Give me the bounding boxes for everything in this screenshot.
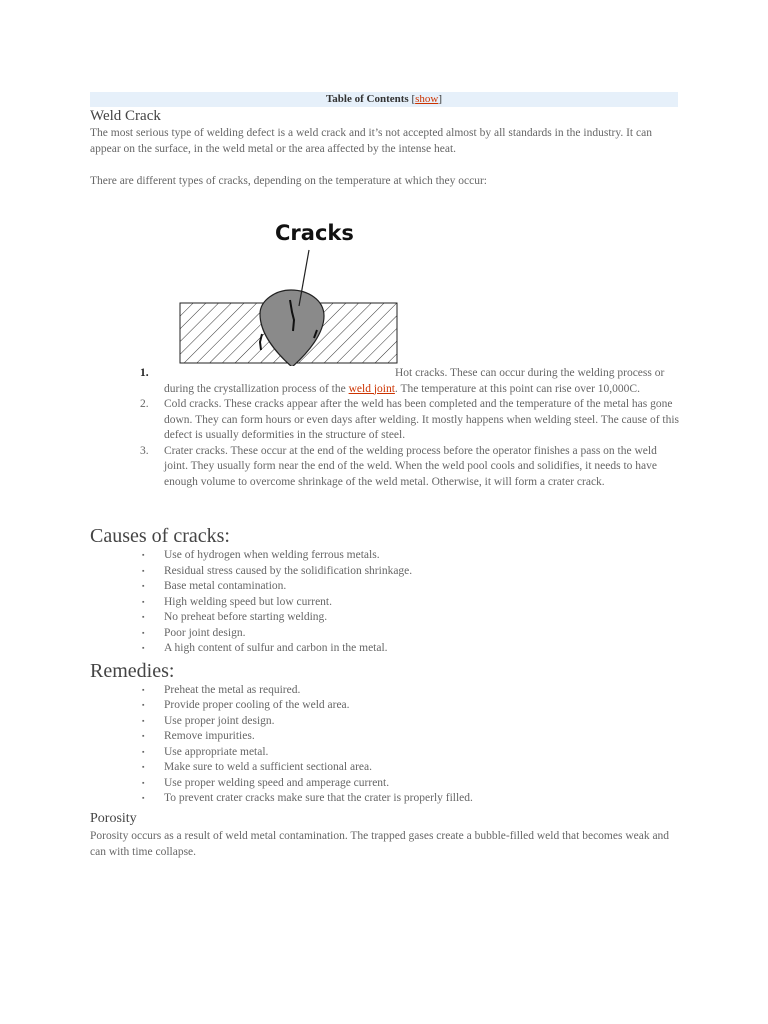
- list-item: 3. Crater cracks. These occur at the end of the welding process before the operator finishes a pass on the weld joint. They usually form near the end of the weld. When the weld pool cools and solidifies, it needs to have enough volume to overcome shrinkage of the weld metal. Otherwise, it will form a crater crack.: [140, 444, 658, 488]
- remedies-heading: Remedies:: [90, 659, 175, 682]
- bullet-icon: ▪: [142, 794, 145, 802]
- list-item: ▪ Use proper joint design.: [90, 714, 680, 730]
- list-item: ▪ Use appropriate metal.: [90, 745, 680, 761]
- list-item: ▪ Preheat the metal as required.: [90, 683, 680, 699]
- list-item: ▪ No preheat before starting welding.: [90, 610, 680, 626]
- crack-types-intro: There are different types of cracks, depending on the temperature at which they occur:: [90, 175, 488, 187]
- causes-heading: Causes of cracks:: [90, 525, 230, 547]
- bullet-icon: ▪: [142, 582, 145, 590]
- bullet-icon: ▪: [142, 551, 145, 559]
- bullet-icon: ▪: [142, 763, 145, 771]
- bullet-icon: ▪: [142, 716, 145, 725]
- list-item: ▪ A high content of sulfur and carbon in the metal.: [90, 641, 680, 657]
- crack-types-list: [140, 366, 680, 490]
- bullet-icon: ▪: [142, 644, 145, 652]
- weld-crack-intro: The most serious type of welding defect is a weld crack and it’s not accepted almost by all standards in the industry. It can appear on the surface, in the weld metal or the area affected by the intense heat.: [90, 127, 652, 155]
- weld-joint-link[interactable]: weld joint: [348, 382, 395, 395]
- weld-crack-heading: Weld Crack: [90, 108, 161, 124]
- causes-list: [90, 548, 680, 657]
- bullet-icon: ▪: [142, 597, 145, 606]
- porosity-text: Porosity occurs as a result of weld metal contamination. The trapped gases create a bubble-filled weld that becomes weak and can with time collapse.: [90, 829, 670, 858]
- bullet-icon: ▪: [142, 747, 145, 756]
- bullet-icon: ▪: [142, 732, 145, 740]
- toc-show-link[interactable]: show: [415, 93, 439, 105]
- list-item: ▪ To prevent crater cracks make sure that the crater is properly filled.: [90, 791, 680, 807]
- list-item: 2. Cold cracks. These cracks appear after the weld has been completed and the temperature of the metal has gone down. They can form hours or even days after welding. It mostly happens when welding steel. The cause of this defect is usually deformities in the structure of steel.: [140, 398, 680, 441]
- toc-title: Table of Contents: [325, 93, 409, 105]
- bullet-icon: ▪: [142, 778, 145, 787]
- list-item: ▪ Remove impurities.: [90, 729, 680, 745]
- cracks-label: Cracks: [275, 221, 354, 245]
- bullet-icon: ▪: [142, 566, 145, 575]
- list-item: ▪ Use proper welding speed and amperage current.: [90, 776, 680, 792]
- weld-crack-illustration: [178, 216, 408, 366]
- article: [90, 92, 680, 858]
- list-item: ▪ Residual stress caused by the solidification shrinkage.: [90, 564, 680, 580]
- lower-content: [90, 524, 680, 860]
- bullet-icon: ▪: [142, 613, 145, 621]
- list-item: ▪ Make sure to weld a sufficient sectional area.: [90, 760, 680, 776]
- bullet-icon: ▪: [142, 628, 145, 637]
- list-item: ▪ Poor joint design.: [90, 626, 680, 642]
- table-of-contents-bar: Table of Contents [show]: [90, 92, 678, 107]
- list-item: 1. Hot cracks. These can occur during the welding process or during the crystallization process of the weld joint. The temperature at this point can rise over 10,000C.: [140, 367, 665, 395]
- list-item: ▪ Base metal contamination.: [90, 579, 680, 595]
- remedies-list: [90, 683, 680, 807]
- list-item: ▪ Use of hydrogen when welding ferrous metals.: [90, 548, 680, 564]
- bullet-icon: ▪: [142, 685, 145, 694]
- porosity-heading: Porosity: [90, 810, 137, 826]
- list-item: ▪ High welding speed but low current.: [90, 595, 680, 611]
- bullet-icon: ▪: [142, 701, 145, 709]
- weld-crack-diagram: [178, 216, 408, 366]
- list-item: ▪ Provide proper cooling of the weld area.: [90, 698, 680, 714]
